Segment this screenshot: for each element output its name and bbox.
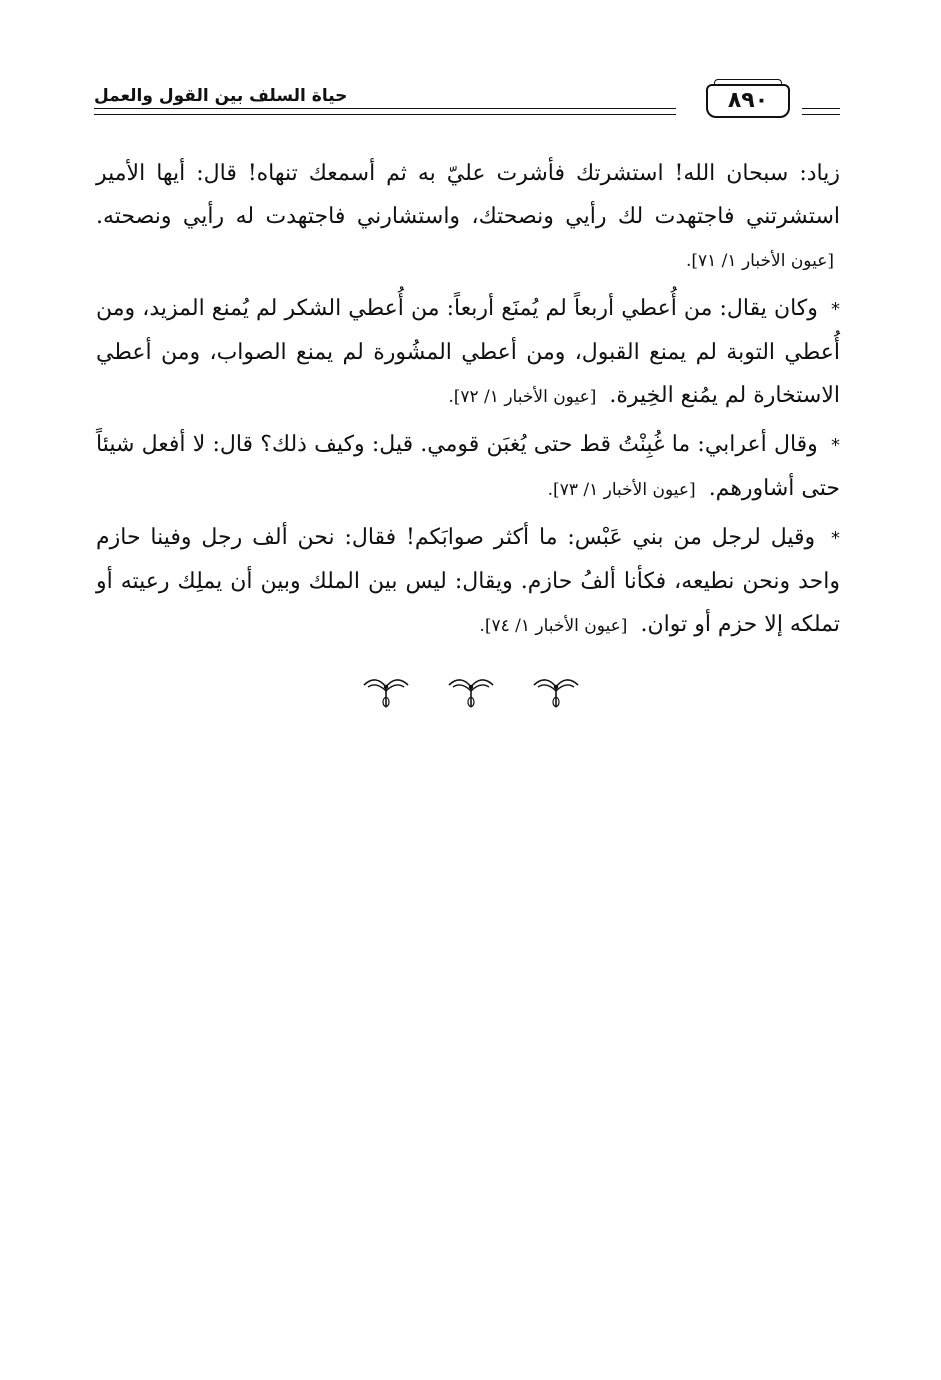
source-reference: [عيون الأخبار ١/ ٧١]. xyxy=(685,251,834,271)
asterisk-bullet: * xyxy=(831,435,840,456)
source-reference: [عيون الأخبار ١/ ٧٤]. xyxy=(479,616,628,636)
floral-ornament-icon xyxy=(530,675,582,709)
paragraph-4 xyxy=(96,516,840,648)
paragraph-2 xyxy=(96,287,840,419)
floral-ornament-icon xyxy=(360,675,412,709)
paragraph-text: وقيل لرجل من بني عَبْس: ما أكثر صوابَكم! فقال: نحن ألف رجل وفينا حازم واحد ونحن نطيعه، فكأنا ألفُ حازم. ويقال: ليس بين الملك وبين أن يملِك رعيته أو تملكه إلا حزم أو توان. xyxy=(96,525,840,637)
paragraph-text: وقال أعرابي: ما غُبِنْتُ قط حتى يُغبَن قومي. قيل: وكيف ذلك؟ قال: لا أفعل شيئاً حتى أشاورهم. xyxy=(96,432,840,501)
header-rule-top xyxy=(94,108,676,109)
header-rule-bottom xyxy=(94,114,676,115)
header-rule-right-bottom xyxy=(802,114,840,115)
floral-ornament-icon xyxy=(445,675,497,709)
source-reference: [عيون الأخبار ١/ ٧٢]. xyxy=(448,387,597,407)
paragraph-1 xyxy=(96,152,840,283)
book-title: حياة السلف بين القول والعمل xyxy=(94,86,348,106)
page-number-text: ٨٩٠ xyxy=(727,88,769,113)
page-number xyxy=(706,84,790,118)
section-end-ornaments xyxy=(360,672,582,712)
paragraph-3 xyxy=(96,423,840,512)
asterisk-bullet: * xyxy=(831,528,840,549)
paragraph-text: وكان يقال: من أُعطي أربعاً لم يُمنَع أربعاً: من أُعطي الشكر لم يُمنع المزيد، ومن أُعطي التوبة لم يمنع القبول، ومن أعطي المشُورة لم يمنع الصواب، ومن أعطي الاستخارة لم يمُنع الخِيرة. xyxy=(96,296,840,408)
asterisk-bullet: * xyxy=(831,299,841,320)
paragraph-text: زياد: سبحان الله! استشرتك فأشرت عليّ به ثم أسمعك تنهاه! قال: أيها الأمير استشرتني فاجتهدت لك رأيي ونصحتك، واستشارني فاجتهدت له رأيي ونصحته. xyxy=(96,161,840,229)
page-content xyxy=(96,152,840,652)
header-rule-right-top xyxy=(802,108,840,109)
running-header xyxy=(94,84,840,126)
source-reference: [عيون الأخبار ١/ ٧٣]. xyxy=(547,480,696,500)
